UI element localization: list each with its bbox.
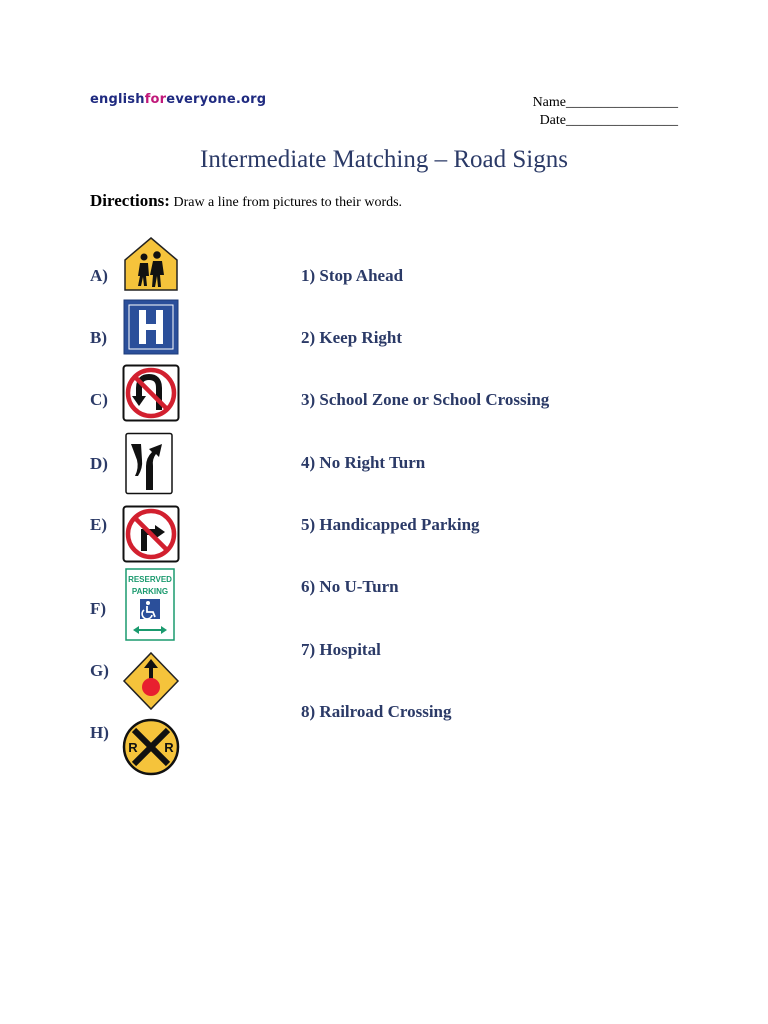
date-field[interactable]: Date________________ xyxy=(539,113,678,128)
logo-part-everyone: everyone.org xyxy=(166,92,267,107)
logo-part-for: for xyxy=(144,92,167,107)
site-logo xyxy=(90,92,266,107)
picture-letter-g: G) xyxy=(90,661,109,680)
page-title: Intermediate Matching – Road Signs xyxy=(200,146,568,173)
word-item-4: 4) No Right Turn xyxy=(301,453,426,472)
sign-text-reserved: RESERVED xyxy=(128,575,172,584)
name-field[interactable]: Name________________ xyxy=(532,95,678,110)
word-item-6: 6) No U-Turn xyxy=(301,577,399,596)
picture-letter-b: B) xyxy=(90,328,107,347)
logo-part-english: english xyxy=(90,92,145,107)
picture-letter-h: H) xyxy=(90,723,109,742)
directions-text: Draw a line from pictures to their words. xyxy=(173,195,403,210)
word-item-3: 3) School Zone or School Crossing xyxy=(301,390,550,409)
picture-letter-d: D) xyxy=(90,454,108,473)
no-right-turn-sign-icon xyxy=(122,505,180,563)
sign-text-r-right: R xyxy=(164,740,174,755)
word-item-7: 7) Hospital xyxy=(301,640,381,659)
name-date-fields xyxy=(533,94,678,130)
directions-label: Directions: xyxy=(90,191,170,210)
directions xyxy=(90,191,402,211)
handicapped-parking-sign-icon xyxy=(122,568,180,642)
sign-text-r-left: R xyxy=(128,740,138,755)
picture-letter-f: F) xyxy=(90,599,107,618)
stop-ahead-sign-icon xyxy=(122,651,180,709)
picture-letter-a: A) xyxy=(90,266,108,285)
keep-right-sign-icon xyxy=(122,432,180,490)
no-u-turn-sign-icon xyxy=(122,364,180,422)
picture-letter-c: C) xyxy=(90,390,108,409)
word-item-1: 1) Stop Ahead xyxy=(301,266,404,285)
picture-letter-e: E) xyxy=(90,515,107,534)
word-item-5: 5) Handicapped Parking xyxy=(301,515,480,534)
hospital-sign-icon xyxy=(122,298,180,356)
word-item-8: 8) Railroad Crossing xyxy=(301,702,452,721)
sign-text-parking: PARKING xyxy=(131,587,169,596)
school-crossing-sign-icon xyxy=(122,236,180,294)
railroad-crossing-sign-icon xyxy=(122,718,180,776)
word-item-2: 2) Keep Right xyxy=(301,328,403,347)
